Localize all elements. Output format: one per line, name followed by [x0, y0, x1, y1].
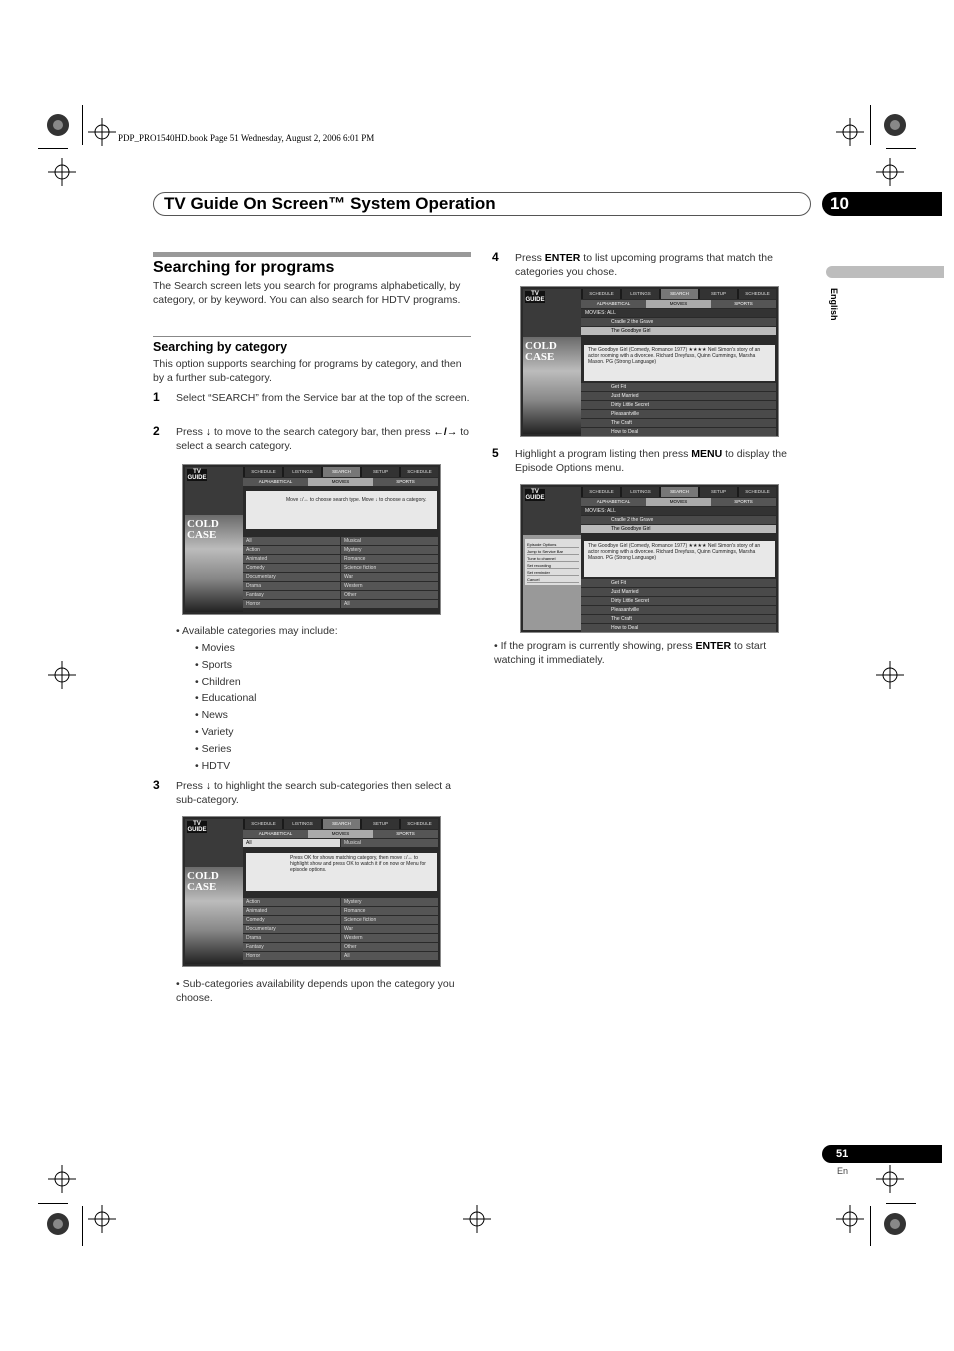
menu-item: Cancel — [527, 576, 579, 583]
crop-mark — [38, 148, 68, 149]
tv-guide-screenshot — [520, 484, 779, 633]
category-cell: Other — [341, 943, 438, 951]
tv-ad-panel — [523, 289, 581, 434]
service-tab: SCHEDULE — [401, 467, 438, 477]
registration-mark-icon — [882, 112, 908, 138]
category-cell: Documentary — [243, 925, 340, 933]
category-cell: Action — [243, 546, 340, 554]
key-label: ENTER — [695, 640, 732, 652]
page-number: 51 — [822, 1145, 942, 1163]
program-row: Dirty Little Secret — [581, 401, 776, 409]
category-cell: Comedy — [243, 564, 340, 572]
program-row: Pleasantville — [581, 606, 776, 614]
search-type: MOVIES — [646, 498, 711, 506]
step-text-part: to highlight the search sub-categories then select a sub-category. — [176, 780, 451, 806]
program-row: Pleasantville — [581, 410, 776, 418]
step-text-part: Press — [176, 426, 203, 438]
service-tab: LISTINGS — [622, 289, 659, 299]
step-2-text — [176, 425, 471, 453]
step-text-part: Press — [176, 780, 203, 792]
program-row: The Goodbye Girl — [581, 327, 776, 335]
down-arrow-icon: ↓ — [205, 780, 212, 792]
category-cell: Musical — [341, 839, 438, 847]
tv-ad-panel — [185, 467, 243, 612]
service-tab: SCHEDULE — [401, 819, 438, 829]
category-cell: Animated — [243, 907, 340, 915]
menu-item: Set reminder — [527, 569, 579, 576]
service-tab: SCHEDULE — [583, 487, 620, 497]
program-list — [581, 579, 776, 633]
tv-guide-logo: TV GUIDE — [187, 469, 207, 481]
category-list — [195, 642, 256, 776]
service-bar — [243, 467, 438, 477]
step-number: 3 — [153, 778, 160, 792]
print-info: PDP_PRO1540HD.book Page 51 Wednesday, August 2, 2006 6:01 PM — [118, 133, 375, 143]
service-tab: SEARCH — [323, 467, 360, 477]
enter-note: • If the program is currently showing, press ENTER to start watching it immediately. — [494, 640, 767, 666]
crosshair-icon — [88, 118, 116, 146]
menu-item: Tune to channel — [527, 555, 579, 562]
category-cell: Western — [341, 582, 438, 590]
program-description: The Goodbye Girl (Comedy, Romance 1977) ★★★★ Neil Simon's story of an actor rooming with a divorcee. Richard Dreyfuss, Quinn Cummings, Marsha Mason. PG (Strong Language) — [584, 541, 775, 577]
service-tab: LISTINGS — [622, 487, 659, 497]
info-box: Move ↕/↔ to choose search type. Move ↓ to choose a category. — [246, 491, 437, 529]
search-type: ALPHABETICAL — [596, 301, 631, 306]
key-label: ENTER — [544, 252, 581, 264]
crosshair-icon — [876, 661, 904, 689]
crop-mark — [870, 105, 871, 145]
chapter-header — [153, 192, 811, 216]
registration-mark-icon — [45, 1211, 71, 1237]
step-text-part: to select a search category. — [176, 426, 470, 452]
list-item: • Sports — [195, 659, 256, 676]
program-list-top — [581, 309, 776, 336]
crosshair-icon — [876, 158, 904, 186]
language-tab — [826, 266, 944, 278]
section-title: Searching for programs — [153, 259, 335, 276]
category-cell: Science fiction — [341, 564, 438, 572]
search-type: ALPHABETICAL — [258, 479, 293, 484]
service-tab: SETUP — [700, 289, 737, 299]
category-cell: All — [341, 600, 438, 608]
service-tab: SCHEDULE — [739, 289, 776, 299]
enter-note-text: If the program is currently showing, press — [500, 640, 693, 652]
service-bar — [581, 487, 776, 497]
step-1-text: Select “SEARCH” from the Service bar at the top of the screen. — [176, 392, 470, 404]
category-cell: Drama — [243, 934, 340, 942]
tv-ad-panel — [185, 819, 243, 964]
menu-item: Set recording — [527, 562, 579, 569]
search-type: ALPHABETICAL — [258, 831, 293, 836]
service-tab: SEARCH — [661, 487, 698, 497]
tv-guide-screenshot — [520, 286, 779, 437]
program-description: The Goodbye Girl (Comedy, Romance 1977) ★★★★ Neil Simon's story of an actor rooming with a divorcee. Richard Dreyfuss, Quinn Cummings, Marsha Mason. PG (Strong Language) — [584, 345, 775, 381]
registration-mark-icon — [882, 1211, 908, 1237]
search-type: MOVIES — [646, 300, 711, 308]
down-arrow-icon: ↓ — [205, 426, 212, 438]
search-type: SPORTS — [396, 479, 415, 484]
category-cell: Horror — [243, 600, 340, 608]
service-bar — [243, 819, 438, 829]
categories-note-text: Available categories may include: — [182, 625, 338, 637]
search-type: ALPHABETICAL — [596, 499, 631, 504]
step-4-text — [515, 251, 805, 279]
program-row: How to Deal — [581, 428, 776, 436]
category-cell: Comedy — [243, 916, 340, 924]
step-number: 2 — [153, 424, 160, 438]
crosshair-icon — [48, 661, 76, 689]
subsection-title: Searching by category — [153, 340, 288, 354]
program-row: Cradle 2 the Grave — [581, 516, 776, 524]
subcat-note: • Sub-categories availability depends upon the category you choose. — [176, 978, 455, 1004]
service-tab: LISTINGS — [284, 467, 321, 477]
service-bar — [581, 289, 776, 299]
crosshair-icon — [48, 1165, 76, 1193]
tv-guide-logo: TV GUIDE — [187, 821, 207, 833]
category-cell: Horror — [243, 952, 340, 960]
program-row: The Goodbye Girl — [581, 525, 776, 533]
program-list-top — [581, 507, 776, 534]
program-row: Dirty Little Secret — [581, 597, 776, 605]
step-text-part: to display the Episode Options menu. — [515, 448, 787, 474]
service-tab: SEARCH — [323, 819, 360, 829]
page-language-code: En — [837, 1166, 849, 1176]
step-number: 5 — [492, 446, 499, 460]
search-type: SPORTS — [734, 499, 753, 504]
list-label: MOVIES: ALL — [581, 309, 776, 317]
section-rule — [153, 252, 471, 257]
crosshair-icon — [48, 158, 76, 186]
ad-title: COLD CASE — [525, 340, 557, 363]
list-label: MOVIES: ALL — [581, 507, 776, 515]
category-cell: Mystery — [341, 898, 438, 906]
step-5-text — [515, 447, 805, 475]
search-type: SPORTS — [734, 301, 753, 306]
step-text-part: Highlight a program listing then press — [515, 448, 689, 460]
step-number: 1 — [153, 390, 160, 404]
step-text-part: to move to the search category bar, then press — [213, 426, 431, 438]
program-row: Cradle 2 the Grave — [581, 318, 776, 326]
category-cell: Animated — [243, 555, 340, 563]
menu-item: Episode Options — [527, 541, 579, 548]
crop-mark — [886, 148, 916, 149]
program-row: How to Deal — [581, 624, 776, 632]
step-text-part: to list upcoming programs that match the categories you chose. — [515, 252, 773, 278]
categories-note: • Available categories may include: — [176, 625, 338, 637]
category-cell: All — [341, 952, 438, 960]
service-tab: SCHEDULE — [245, 467, 282, 477]
category-cell: Other — [341, 591, 438, 599]
category-cell: Drama — [243, 582, 340, 590]
key-label: MENU — [691, 448, 723, 460]
program-row: Just Married — [581, 392, 776, 400]
list-item: • Series — [195, 743, 256, 760]
search-type-bar — [243, 830, 438, 838]
tv-ad-panel — [523, 487, 581, 630]
tv-guide-logo: TV GUIDE — [525, 489, 545, 501]
service-tab: SCHEDULE — [245, 819, 282, 829]
crosshair-icon — [836, 1205, 864, 1233]
category-cell: Romance — [341, 907, 438, 915]
list-item: • HDTV — [195, 760, 256, 777]
search-type: MOVIES — [308, 478, 373, 486]
category-cell: Western — [341, 934, 438, 942]
search-type-bar — [581, 300, 776, 308]
subcategory-header-row — [243, 839, 438, 847]
subsection-intro: This option supports searching for programs by category, and then by a further sub-category. — [153, 358, 462, 384]
ad-title: COLD CASE — [187, 870, 219, 893]
search-type-bar — [243, 478, 438, 486]
step-text-part: Press — [515, 252, 542, 264]
chapter-number: 10 — [822, 192, 942, 216]
category-cell: Science fiction — [341, 916, 438, 924]
service-tab: SCHEDULE — [583, 289, 620, 299]
program-row: Get Fit — [581, 383, 776, 391]
tv-guide-logo: TV GUIDE — [525, 291, 545, 303]
search-type: MOVIES — [308, 830, 373, 838]
program-row: Just Married — [581, 588, 776, 596]
program-list — [581, 383, 776, 437]
crosshair-icon — [463, 1205, 491, 1233]
category-cell: Mystery — [341, 546, 438, 554]
category-cell: All — [243, 537, 340, 545]
service-tab: SCHEDULE — [739, 487, 776, 497]
left-right-arrow-icon: ←/→ — [433, 426, 458, 438]
crosshair-icon — [876, 1165, 904, 1193]
service-tab: SETUP — [362, 467, 399, 477]
chapter-title: TV Guide On Screen™ System Operation — [164, 194, 496, 213]
program-row: Get Fit — [581, 579, 776, 587]
tv-guide-screenshot — [182, 464, 441, 615]
search-type: SPORTS — [396, 831, 415, 836]
language-label: English — [829, 288, 839, 321]
list-item: • News — [195, 709, 256, 726]
crop-mark — [82, 1206, 83, 1246]
subcategory-grid — [243, 898, 438, 960]
step-3-text — [176, 779, 471, 807]
category-cell: Fantasy — [243, 591, 340, 599]
menu-item: Jump to Service Bar — [527, 548, 579, 555]
list-item: • Children — [195, 676, 256, 693]
list-item: • Educational — [195, 692, 256, 709]
service-tab: SEARCH — [661, 289, 698, 299]
category-cell: Musical — [341, 537, 438, 545]
crop-mark — [870, 1206, 871, 1246]
category-cell: War — [341, 925, 438, 933]
section-intro: The Search screen lets you search for programs alphabetically, by category, or by keyword. You can also search for HDTV programs. — [153, 280, 461, 306]
category-cell: All — [243, 839, 340, 847]
ad-title: COLD CASE — [187, 518, 219, 541]
registration-mark-icon — [45, 112, 71, 138]
tv-guide-screenshot — [182, 816, 441, 967]
service-tab: SETUP — [362, 819, 399, 829]
service-tab: SETUP — [700, 487, 737, 497]
category-cell: Action — [243, 898, 340, 906]
category-cell: War — [341, 573, 438, 581]
crop-mark — [82, 105, 83, 145]
crop-mark — [38, 1203, 68, 1204]
subcat-note-text: Sub-categories availability depends upon the category you choose. — [176, 978, 455, 1004]
crosshair-icon — [836, 118, 864, 146]
search-type-bar — [581, 498, 776, 506]
list-item: • Movies — [195, 642, 256, 659]
crop-mark — [886, 1203, 916, 1204]
step-number: 4 — [492, 250, 499, 264]
crosshair-icon — [88, 1205, 116, 1233]
list-item: • Variety — [195, 726, 256, 743]
service-tab: LISTINGS — [284, 819, 321, 829]
category-cell: Fantasy — [243, 943, 340, 951]
category-cell: Romance — [341, 555, 438, 563]
info-box: Press OK for shows matching category, then move ↕/↔ to highlight show and press OK to watch it if on now or Menu for episode options. — [246, 853, 437, 891]
program-row: The Craft — [581, 615, 776, 623]
program-row: The Craft — [581, 419, 776, 427]
episode-options-menu — [525, 539, 581, 585]
subsection-rule — [153, 336, 471, 337]
category-grid — [243, 537, 438, 608]
category-cell: Documentary — [243, 573, 340, 581]
enter-note-text: to start watching it immediately. — [494, 640, 767, 666]
